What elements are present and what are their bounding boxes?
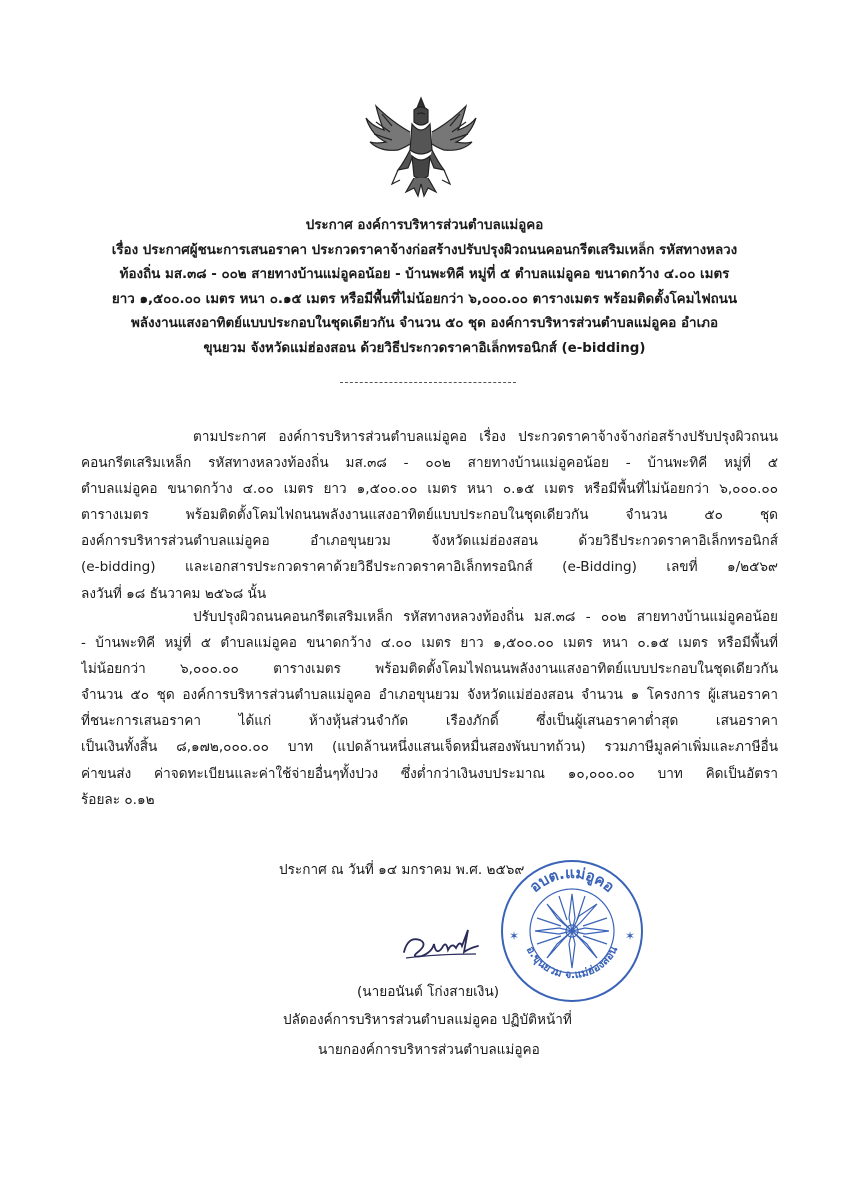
- heading-line-2: เรื่อง ประกาศผู้ชนะการเสนอราคา ประกวดราคาจ้างก่อสร้างปรับปรุงผิวถนนคอนกรีตเสริมเหล็ก รหัสทางหลวง: [111, 242, 738, 258]
- paragraph-1-line: ลงวันที่ ๑๘ ธันวาคม ๒๕๖๘ นั้น: [81, 585, 267, 602]
- signer-position-1: ปลัดองค์การบริหารส่วนตำบลแม่อูคอ ปฏิบัติหน้าที่: [283, 1012, 572, 1028]
- paragraph-1-line: องค์การบริหารส่วนตำบลแม่อูคอ อำเภอขุนยวม จังหวัดแม่ฮ่องสอน ด้วยวิธีประกวดราคาอิเล็กทรอนิกส์: [81, 533, 778, 550]
- heading-line-4: ยาว ๑,๕๐๐.๐๐ เมตร หนา ๐.๑๕ เมตร หรือมีพื้นที่ไม่น้อยกว่า ๖,๐๐๐.๐๐ ตารางเมตร พร้อมติดตั้งโคมไฟถนน: [111, 291, 738, 307]
- announce-date: ประกาศ ณ วันที่ ๑๔ มกราคม พ.ศ. ๒๕๖๙: [279, 862, 525, 878]
- paragraph-2-line: จำนวน ๕๐ ชุด องค์การบริหารส่วนตำบลแม่อูคอ อำเภอขุนยวม จังหวัดแม่ฮ่องสอน จำนวน ๑ โครงการ ผู้เสนอราคา: [81, 687, 778, 704]
- paragraph-2-line: - บ้านพะทิคี หมู่ที่ ๕ ตำบลแม่อูคอ ขนาดกว้าง ๔.๐๐ เมตร ยาว ๑,๕๐๐.๐๐ เมตร หนา ๐.๑๕ เมตร หรือมีพื้นที่: [81, 635, 778, 652]
- paragraph-2-line: ร้อยละ ๐.๑๒: [81, 791, 155, 808]
- paragraph-2-line: ค่าขนส่ง ค่าจดทะเบียนและค่าใช้จ่ายอื่นๆทั้งปวง ซึ่งต่ำกว่าเงินงบประมาณ ๑๐,๐๐๐.๐๐ บาท คิดเป็นอัตรา: [81, 765, 778, 782]
- paragraph-1-line: (e-bidding) และเอกสารประกวดราคาด้วยวิธีประกวดราคาอิเล็กทรอนิกส์ (e-Bidding) เลขที่ ๑/๒๕๖๙: [81, 559, 778, 576]
- paragraph-2-line: ที่ชนะการเสนอราคา ได้แก่ ห้างหุ้นส่วนจำกัด เรืองภักดิ์ ซึ่งเป็นผู้เสนอราคาต่ำสุด เสนอราคา: [81, 713, 778, 730]
- paragraph-2-line: ไม่น้อยกว่า ๖,๐๐๐.๐๐ ตารางเมตร พร้อมติดตั้งโคมไฟถนนพลังงานแสงอาทิตย์แบบประกอบในชุดเดียวกัน: [81, 661, 778, 678]
- heading-separator: [340, 382, 516, 383]
- paragraph-2-line: เป็นเงินทั้งสิ้น ๘,๑๗๒,๐๐๐.๐๐ บาท (แปดล้านหนึ่งแสนเจ็ดหมื่นสองพันบาทถ้วน) รวมภาษีมูลค่าเพิ่มและภาษีอื่น: [81, 739, 778, 756]
- paragraph-1: [81, 424, 778, 607]
- seal-star-left: ✶: [509, 929, 520, 943]
- seal-top-text: อบต.แม่อูคอ: [526, 863, 618, 896]
- garuda-emblem-icon: [362, 92, 480, 204]
- seal-bottom-text: อ.ขุนยวม จ.แม่ฮ่องสอน: [523, 944, 621, 982]
- paragraph-1-line: ตำบลแม่อูคอ ขนาดกว้าง ๔.๐๐ เมตร ยาว ๑,๕๐๐.๐๐ เมตร หนา ๐.๑๕ เมตร หรือมีพื้นที่ไม่น้อยกว่า ๖,๐๐๐.๐๐: [81, 481, 778, 498]
- signer-position-2: นายกองค์การบริหารส่วนตำบลแม่อูคอ: [318, 1042, 540, 1058]
- heading-line-3: ท้องถิ่น มส.๓๘ - ๐๐๒ สายทางบ้านแม่อูคอน้อย - บ้านพะทิคี หมู่ที่ ๕ ตำบลแม่อูคอ ขนาดกว้าง ๔.๐๐ เมตร: [119, 267, 730, 283]
- paragraph-1-line: ตารางเมตร พร้อมติดตั้งโคมไฟถนนพลังงานแสงอาทิตย์แบบประกอบในชุดเดียวกัน จำนวน ๕๐ ชุด: [81, 507, 778, 524]
- paragraph-2-line: ปรับปรุงผิวถนนคอนกรีตเสริมเหล็ก รหัสทางหลวงท้องถิ่น มส.๓๘ - ๐๐๒ สายทางบ้านแม่อูคอน้อย: [193, 609, 778, 625]
- announcement-heading: [60, 214, 789, 362]
- heading-line-6: ขุนยวม จังหวัดแม่ฮ่องสอน ด้วยวิธีประกวดราคาอิเล็กทรอนิกส์ (e-bidding): [203, 340, 646, 356]
- seal-star-right: ✶: [625, 929, 636, 943]
- heading-line-1: ประกาศ องค์การบริหารส่วนตำบลแม่อูคอ: [305, 218, 544, 233]
- paragraph-1-line: คอนกรีตเสริมเหล็ก รหัสทางหลวงท้องถิ่น มส.๓๘ - ๐๐๒ สายทางบ้านแม่อูคอน้อย - บ้านพะทิคี หมู่ที่ ๕: [81, 455, 778, 472]
- paragraph-2: [81, 604, 778, 813]
- signature-mark: [398, 918, 482, 966]
- signer-name: (นายอนันต์ โก่งสายเงิน): [357, 984, 500, 1000]
- heading-line-5: พลังงานแสงอาทิตย์แบบประกอบในชุดเดียวกัน จำนวน ๕๐ ชุด องค์การบริหารส่วนตำบลแม่อูคอ อำเภอ: [130, 316, 719, 332]
- paragraph-1-line: ตามประกาศ องค์การบริหารส่วนตำบลแม่อูคอ เรื่อง ประกวดราคาจ้างจ้างก่อสร้างปรับปรุงผิวถนน: [193, 429, 778, 445]
- official-seal: [497, 856, 647, 1006]
